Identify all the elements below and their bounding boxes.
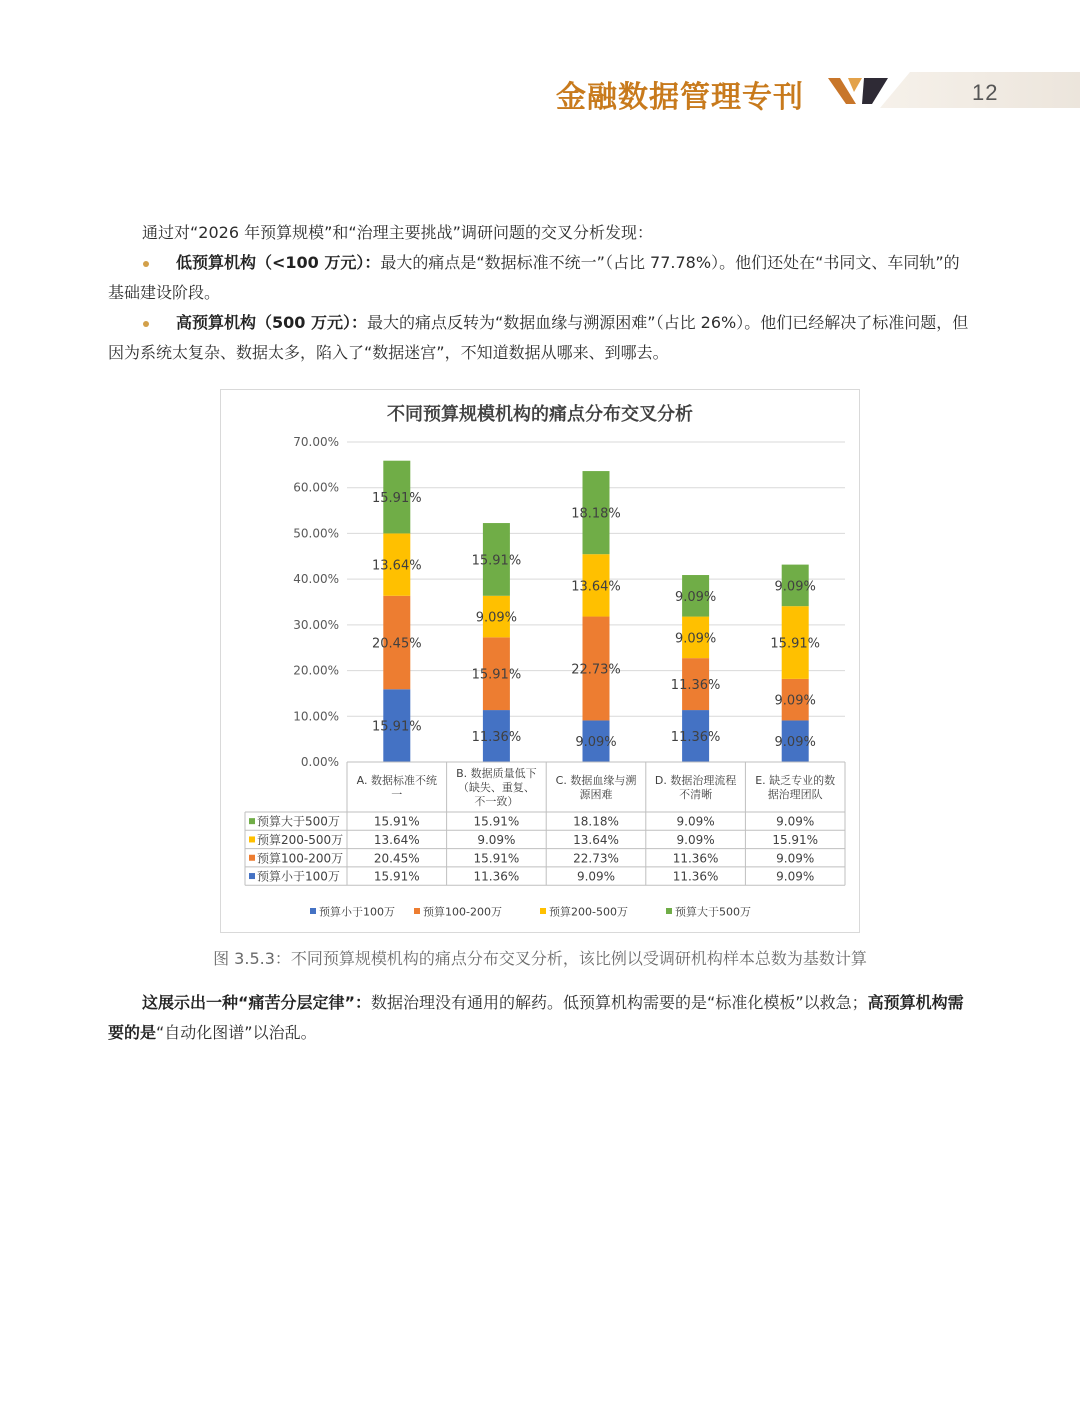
table-cell-value: 15.91% <box>473 814 520 829</box>
table-cell-value: 9.09% <box>776 851 815 866</box>
legend-swatch <box>540 908 546 914</box>
bar-data-label: 18.18% <box>571 506 621 522</box>
table-cell-value: 15.91% <box>473 851 520 866</box>
bar-data-label: 9.09% <box>575 735 617 751</box>
bullet-low-budget-lead: 低预算机构（<100 万元）： <box>176 253 381 272</box>
category-label: 不清晰 <box>679 788 713 801</box>
legend-key-swatch <box>249 873 255 879</box>
table-cell-value: 11.36% <box>473 869 520 884</box>
y-tick-label: 0.00% <box>300 755 339 769</box>
category-label: 源困难 <box>579 788 613 801</box>
y-tick-label: 60.00% <box>293 480 339 495</box>
figure-caption: 图 3.5.3：不同预算规模机构的痛点分布交叉分析，该比例以受调研机构样本总数为基数计算 <box>213 949 867 968</box>
legend-key-swatch <box>249 855 255 861</box>
legend-swatch <box>310 908 316 914</box>
y-tick-label: 30.00% <box>293 617 339 632</box>
bar-data-label: 9.09% <box>674 589 717 605</box>
table-cell-value: 22.73% <box>573 851 619 866</box>
table-cell-value: 11.36% <box>672 851 719 866</box>
legend-label: 预算100-200万 <box>423 905 502 919</box>
bullet-low-budget <box>108 248 974 308</box>
y-tick-label: 50.00% <box>293 526 339 541</box>
page-number: 12 <box>972 80 999 105</box>
bar-data-label: 15.91% <box>471 553 522 569</box>
table-cell-value: 11.36% <box>672 869 719 884</box>
y-tick-label: 40.00% <box>293 572 339 587</box>
intro-paragraph: 通过对“2026 年预算规模”和“治理主要挑战”调研问题的交叉分析发现： <box>142 223 653 242</box>
bullet-high-budget-text: 最大的痛点反转为“数据血缘与溯源困难”（占比 26%）。他们已经解决了标准问题，但因为系统太复杂、数据太多，陷入了“数据迷宫”，不知道数据从哪来、到哪去。 <box>108 313 969 362</box>
table-series-label: 预算200-500万 <box>257 832 344 847</box>
bar-data-label: 15.91% <box>372 491 422 507</box>
table-cell-value: 20.45% <box>373 851 420 866</box>
conclusion-text-b: “自动化图谱”以治乱。 <box>156 1023 317 1042</box>
table-series-label: 预算大于500万 <box>257 814 340 829</box>
table-cell-value: 13.64% <box>573 832 619 847</box>
stacked-bar-chart <box>221 390 859 932</box>
y-tick-label: 20.00% <box>293 663 339 678</box>
bar-data-label: 15.91% <box>770 636 820 652</box>
category-label: 一 <box>391 788 403 801</box>
category-label: B. 数据质量低下 <box>456 767 537 780</box>
legend-swatch <box>666 908 672 914</box>
category-label: C. 数据血缘与溯 <box>555 774 637 787</box>
conclusion-bold-b: 高预算机构需要的是 <box>108 993 964 1042</box>
legend-label: 预算大于500万 <box>675 905 751 919</box>
bar-data-label: 20.45% <box>372 636 422 652</box>
header-title: 金融数据管理专刊 <box>556 80 804 115</box>
bullet-high-budget <box>108 308 974 368</box>
bar-data-label: 9.09% <box>774 693 816 709</box>
table-cell-value: 15.91% <box>772 832 819 847</box>
bullet-low-budget-text: 最大的痛点是“数据标准不统一”（占比 77.78%）。他们还处在“书同文、车同轨”的基础建设阶段。 <box>108 253 960 302</box>
category-label: （缺失、重复、 <box>457 781 535 794</box>
chart-title: 不同预算规模机构的痛点分布交叉分析 <box>387 404 693 425</box>
chart-frame <box>220 389 860 933</box>
table-cell-value: 9.09% <box>676 814 715 829</box>
table-series-label: 预算100-200万 <box>257 851 344 866</box>
bar-data-label: 22.73% <box>571 662 621 678</box>
table-cell-value: 15.91% <box>373 869 420 884</box>
category-label: E. 缺乏专业的数 <box>755 774 836 787</box>
legend-key-swatch <box>249 818 255 824</box>
bar-data-label: 11.36% <box>471 730 522 746</box>
legend-key-swatch <box>249 836 255 842</box>
bar-data-label: 13.64% <box>372 558 422 574</box>
bullet-high-budget-lead: 高预算机构（500 万元）： <box>176 313 367 332</box>
table-cell-value: 18.18% <box>573 814 619 829</box>
table-cell-value: 15.91% <box>373 814 420 829</box>
bar-data-label: 11.36% <box>670 678 721 694</box>
category-label: 不一致） <box>474 795 519 808</box>
bar-data-label: 15.91% <box>372 719 422 735</box>
bar-data-label: 9.09% <box>674 631 717 647</box>
table-cell-value: 9.09% <box>477 832 516 847</box>
table-series-label: 预算小于100万 <box>257 869 340 884</box>
category-label: D. 数据治理流程 <box>654 774 737 787</box>
bar-data-label: 9.09% <box>774 735 816 751</box>
bar-data-label: 9.09% <box>475 610 518 626</box>
legend-label: 预算小于100万 <box>319 905 395 919</box>
y-tick-label: 70.00% <box>293 435 339 449</box>
bar-data-label: 15.91% <box>471 667 522 683</box>
table-cell-value: 9.09% <box>776 869 815 884</box>
bar-data-label: 11.36% <box>670 730 721 746</box>
legend-swatch <box>414 908 420 914</box>
table-cell-value: 9.09% <box>576 869 616 884</box>
category-label: 据治理团队 <box>767 788 823 801</box>
conclusion-text-a: 数据治理没有通用的解药。低预算机构需要的是“标准化模板”以救急； <box>371 993 868 1012</box>
y-tick-label: 10.00% <box>293 709 339 724</box>
table-cell-value: 13.64% <box>373 832 420 847</box>
table-cell-value: 9.09% <box>776 814 815 829</box>
bar-data-label: 13.64% <box>571 579 621 595</box>
table-cell-value: 9.09% <box>676 832 715 847</box>
bar-data-label: 9.09% <box>774 579 816 595</box>
category-label: A. 数据标准不统 <box>356 774 437 787</box>
header-chevron-logo <box>826 72 892 108</box>
legend-label: 预算200-500万 <box>549 905 628 919</box>
conclusion-lead: 这展示出一种“痛苦分层定律”： <box>142 993 372 1012</box>
conclusion-paragraph <box>108 988 974 1048</box>
